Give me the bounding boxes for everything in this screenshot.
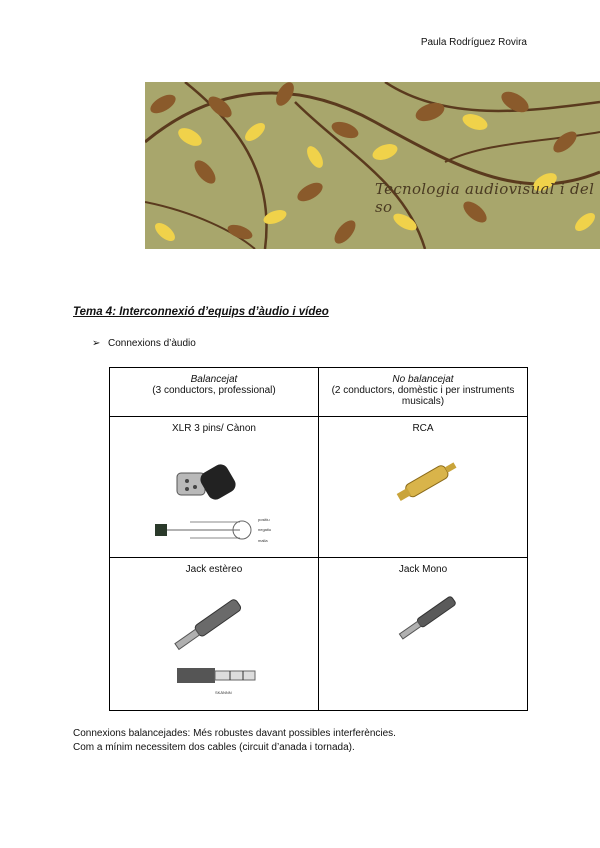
banner-title: Tecnologia audiovisual i del so — [375, 180, 595, 216]
cell-jack-stereo — [110, 558, 319, 711]
cell-xlr — [110, 417, 319, 558]
header-balanced — [110, 368, 319, 417]
section-heading: Tema 4: Interconnexió d’equips d’àudio i vídeo — [73, 306, 329, 318]
connector-name: Jack Mono — [398, 564, 448, 575]
column-subtitle: (3 conductors, professional) — [152, 385, 276, 396]
cell-rca — [319, 417, 528, 558]
note-line: Connexions balancejades: Més robustes davant possibles interferències. — [73, 728, 396, 739]
header-unbalanced — [319, 368, 528, 417]
bullet-item — [92, 338, 196, 349]
rca-connector-image — [389, 455, 469, 505]
diagram-label: malla — [258, 538, 268, 543]
connector-name: RCA — [412, 423, 434, 434]
column-title: No balancejat — [392, 374, 454, 385]
column-title: Balancejat — [190, 374, 238, 385]
cell-jack-mono — [319, 558, 528, 711]
autumn-leaves-illustration — [145, 82, 600, 249]
diagram-label: negatiu — [258, 527, 272, 532]
table-row — [110, 417, 528, 558]
diagram-label: SKÄNNN — [215, 690, 232, 695]
author-name: Paula Rodríguez Rovira — [420, 37, 527, 48]
column-subtitle: (2 conductors, domèstic i per instruments musicals) — [331, 385, 515, 407]
header-banner — [145, 82, 600, 249]
table-row — [110, 558, 528, 711]
connector-name: Jack estèreo — [185, 564, 243, 575]
jack-stereo-diagram — [175, 663, 275, 698]
jack-stereo-image — [165, 596, 255, 651]
bullet-text: Connexions d’àudio — [108, 338, 196, 349]
connector-name: XLR 3 pins/ Cànon — [172, 423, 256, 434]
table-header-row — [110, 368, 528, 417]
xlr-connector-image — [165, 451, 245, 511]
arrow-bullet-icon: ➢ — [92, 338, 101, 349]
connectors-table — [109, 367, 528, 711]
note-line: Com a mínim necessitem dos cables (circuit d’anada i tornada). — [73, 742, 355, 753]
xlr-diagram — [150, 512, 280, 552]
notes — [73, 727, 396, 755]
jack-mono-image — [389, 592, 469, 642]
diagram-label: positiu — [258, 517, 270, 522]
